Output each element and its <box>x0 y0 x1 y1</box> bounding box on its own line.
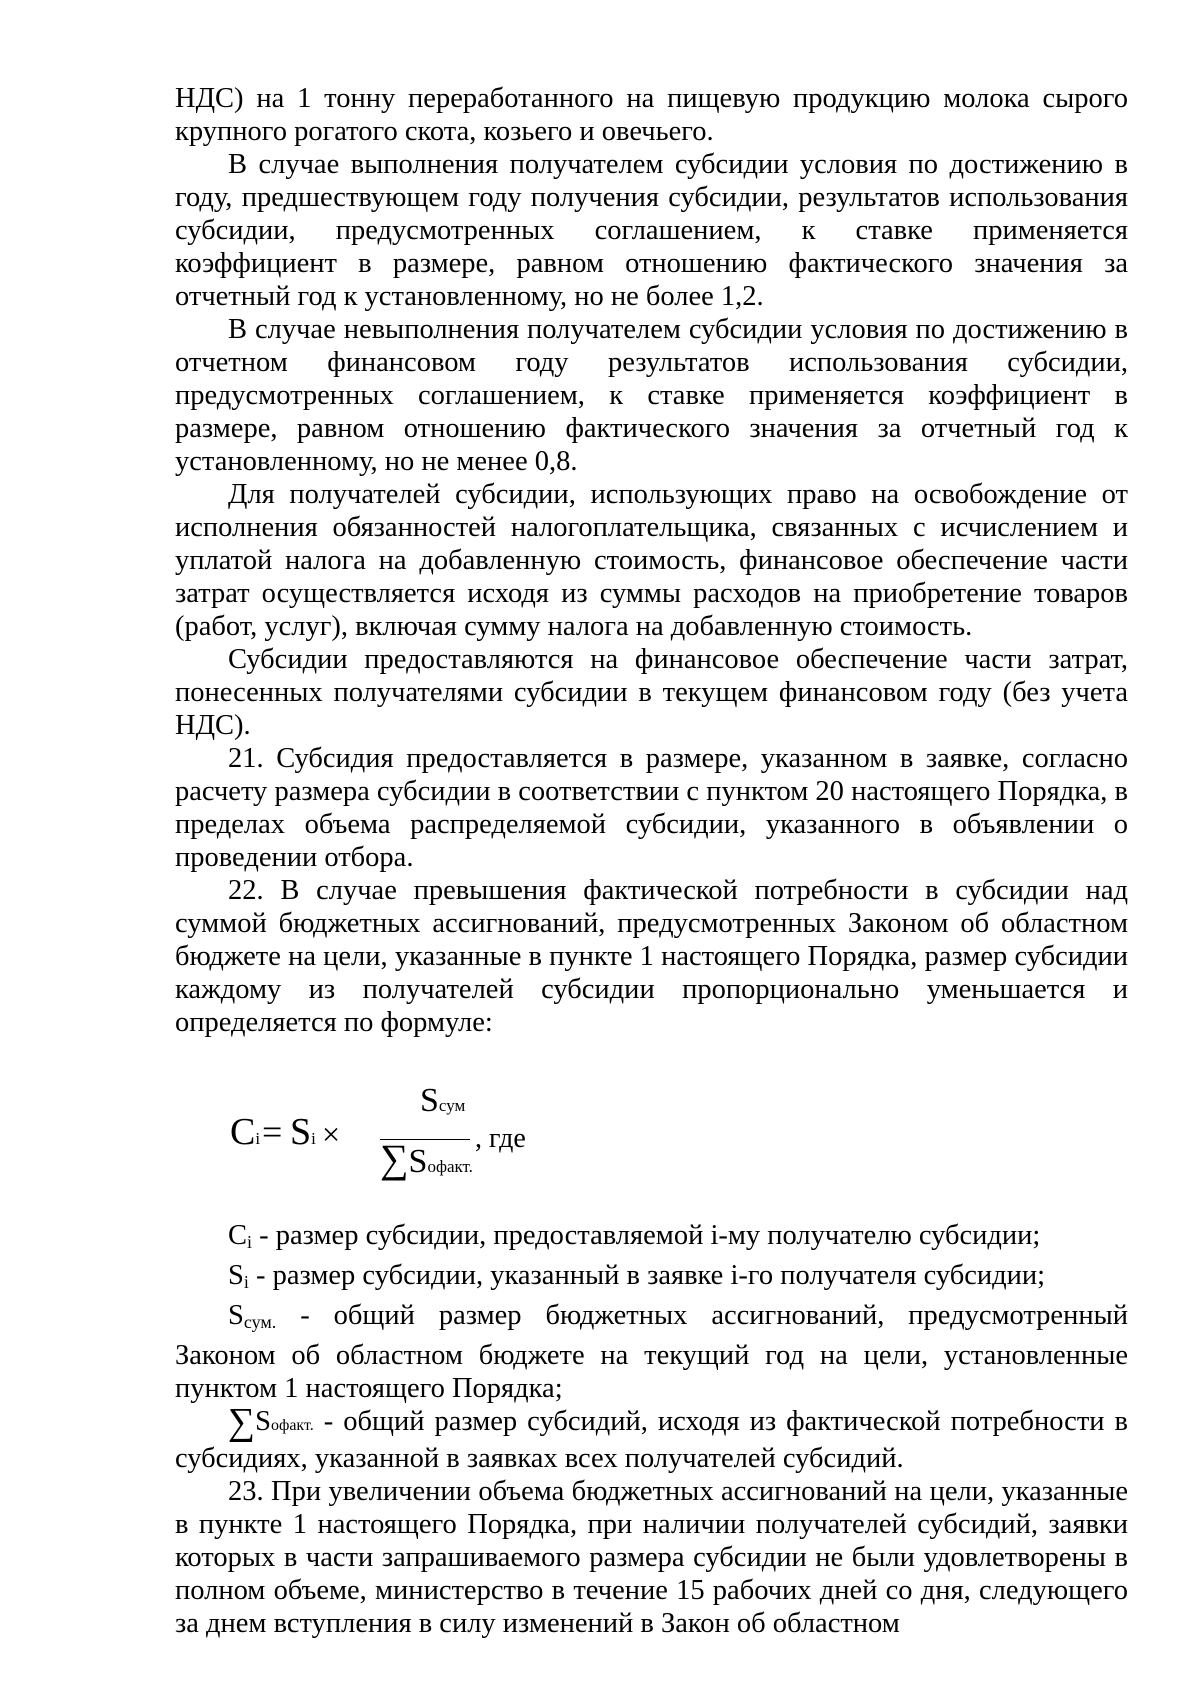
paragraph-nds-continuation: НДС) на 1 тонну переработанного на пищевую продукцию молока сырого крупного рогатого скота, козьего и овечьего. <box>175 83 1128 147</box>
document-page <box>175 82 1128 1640</box>
definition-ssum: $S_{сум.}$ - общий размер бюджетных ассигнований, предусмотренный Законом об областном бюджете на текущий год на цели, установленные пунктом 1 настоящего Порядка; <box>175 1300 1128 1404</box>
definition-si: $S_i$ - размер субсидии, указанный в заявке i-го получателя субсидии; <box>228 1260 1046 1292</box>
paragraph-23: 23. При увеличении объема бюджетных ассигнований на цели, указанные в пункте 1 настоящего Порядка, при наличии получателей субсидий, заявки которых в части запрашиваемого размера субсидии не были удовлетворены в полном объеме, министерство в течение 15 рабочих дней со дня, следующего за днем вступления в силу изменений в Закон об областном <box>175 1476 1128 1639</box>
definition-sum-sfact: ∑Sофакт. - общий размер субсидий, исходя из фактической потребности в субсидиях, указанной в заявках всех получателей субсидий. <box>175 1401 1128 1474</box>
formula-s: Si <box>290 1111 316 1153</box>
paragraph-vat-exemption: Для получателей субсидии, использующих право на освобождение от исполнения обязанностей налогоплательщика, связанных с исчислением и уплатой налога на добавленную стоимость, финансовое обеспечение части затрат осуществляется исходя из суммы расходов на приобретение товаров (работ, услуг), включая сумму налога на добавленную стоимость. <box>175 479 1128 642</box>
formula-c: Ci <box>230 1111 261 1153</box>
definition-ci: $C_i$ - размер субсидии, предоставляемой i-му получателю субсидии; <box>228 1220 1041 1252</box>
paragraph-coefficient-min: В случае невыполнения получателем субсидии условия по достижению в отчетном финансовом году результатов использования субсидии, предусмотренных соглашением, к ставке применяется коэффициент в размере, равном отношению фактического значения за отчетный год к установленному, но не менее 0,8. <box>175 314 1128 477</box>
formula-times: × <box>322 1116 341 1152</box>
formula-block <box>175 1039 1128 1219</box>
paragraph-21: 21. Субсидия предоставляется в размере, указанном в заявке, согласно расчету размера субсидии в соответствии с пунктом 20 настоящего Порядка, в пределах объема распределяемой субсидии, указанного в объявлении о проведении отбора. <box>175 743 1128 873</box>
formula-where: , где <box>475 1123 526 1154</box>
paragraph-22: 22. В случае превышения фактической потребности в субсидии над суммой бюджетных ассигнований, предусмотренных Законом об областном бюджете на цели, указанные в пункте 1 настоящего Порядка, размер субсидии каждому из получателей субсидии пропорционально уменьшается и определяется по формуле: <box>175 875 1128 1038</box>
paragraph-coefficient-max: В случае выполнения получателем субсидии условия по достижению в году, предшествующем году получения субсидии, результатов использования субсидии, предусмотренных соглашением, к ставке применяется коэффициент в размере, равном отношению фактического значения за отчетный год к установленному, но не более 1,2. <box>175 149 1128 312</box>
paragraph-subsidy-costs: Субсидии предоставляются на финансовое обеспечение части затрат, понесенных получателями субсидии в текущем финансовом году (без учета НДС). <box>175 644 1128 741</box>
formula-numerator: Sсум <box>420 1082 466 1119</box>
formula-denominator: ∑Sофакт. <box>380 1136 473 1181</box>
subsidy-formula <box>230 1084 590 1184</box>
formula-equals: = <box>262 1112 283 1152</box>
